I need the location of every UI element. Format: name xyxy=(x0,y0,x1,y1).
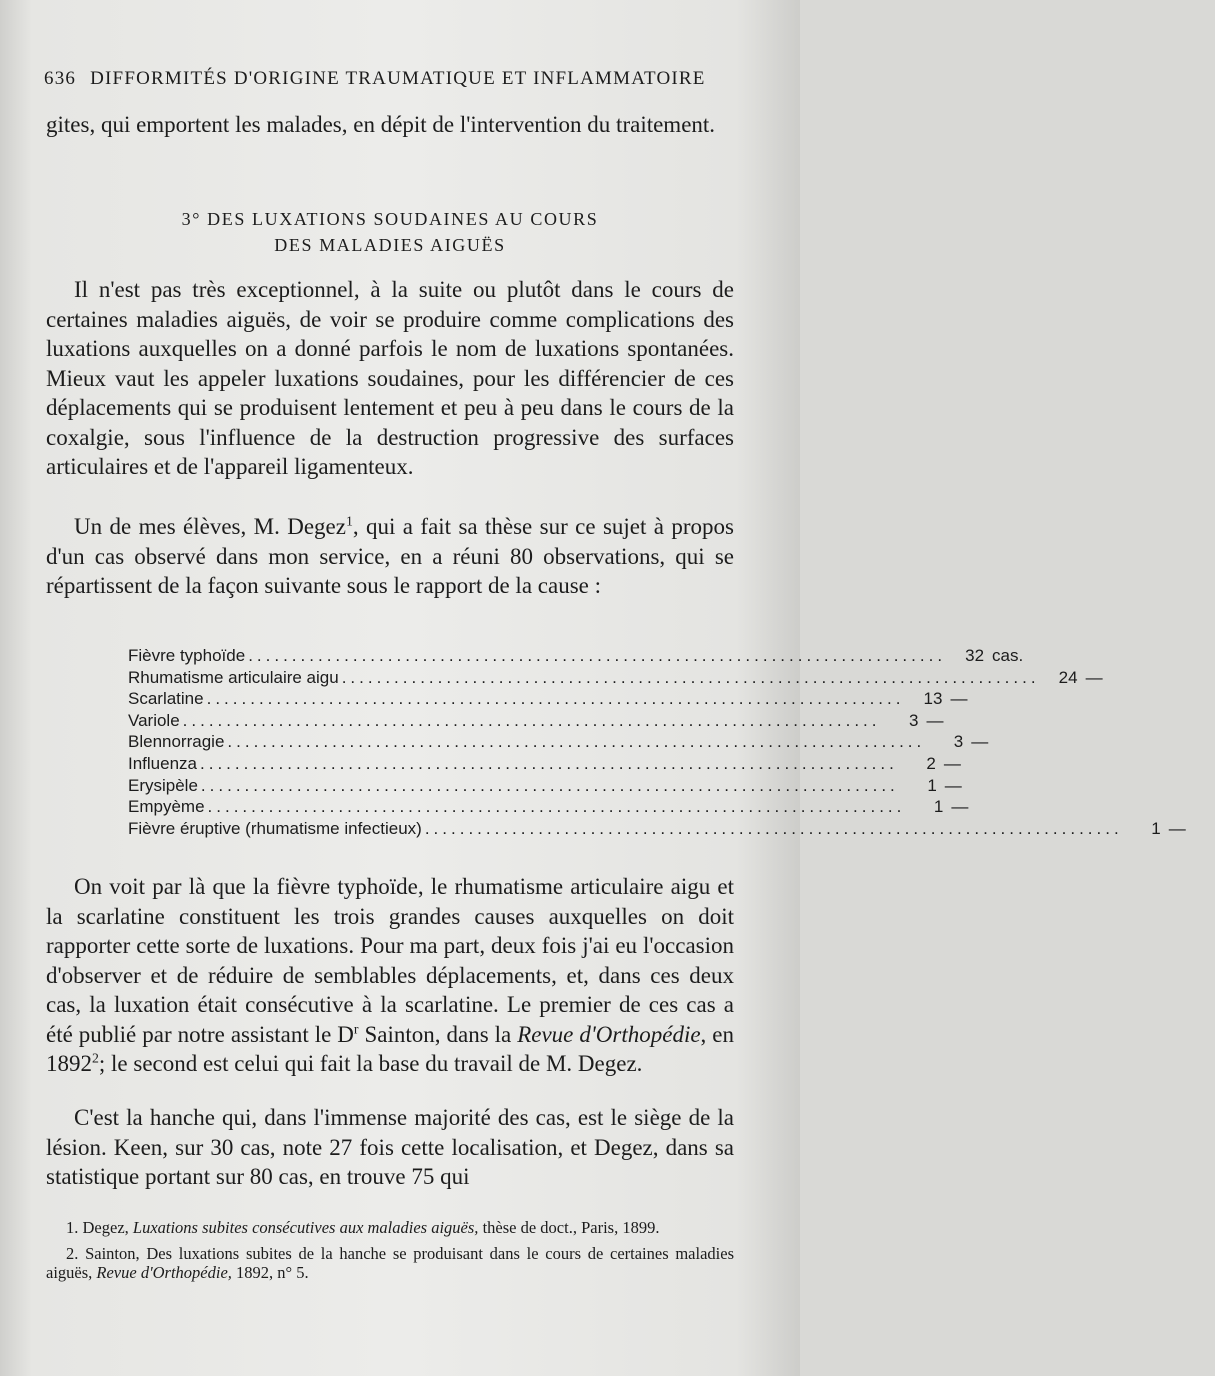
cause-unit: — xyxy=(926,710,944,730)
running-head xyxy=(44,68,744,90)
footnote-2 xyxy=(46,1244,734,1282)
cause-row xyxy=(128,645,1024,667)
section-title-line-1: DES LUXATIONS SOUDAINES AU COURS xyxy=(207,209,599,229)
cause-unit: — xyxy=(1085,667,1103,687)
paragraph-intro: Il n'est pas très exceptionnel, à la suite ou plutôt dans le cours de certaines maladies aiguës, de voir se produire comme complications des luxations auxquelles on a donné parfois le nom de luxations spontanées. Mieux vaut les appeler luxations soudaines, pour les différencier de ces déplacements qui se produisent lentement et peu à peu dans le cours de la coxalgie, sous l'influence de la destruction progressive des surfaces articulaires et de l'appareil ligamenteux. xyxy=(46,277,734,479)
footnote-details: thèse de doct., Paris, 1899. xyxy=(482,1218,660,1237)
cause-name: Fièvre éruptive (rhumatisme infectieux) xyxy=(128,818,422,838)
cause-count: 3 xyxy=(909,710,919,730)
cause-name: Scarlatine xyxy=(128,689,204,709)
cause-row xyxy=(128,796,969,818)
cause-unit: — xyxy=(1168,818,1186,838)
footnote-ref-2: 2 xyxy=(92,1050,99,1066)
leader-dots: ................................................................................ xyxy=(227,732,926,752)
cause-count: 24 xyxy=(1058,667,1078,687)
leader-dots: ................................................................................ xyxy=(206,689,905,709)
paragraph-conclusion xyxy=(46,872,734,1079)
cause-unit: cas. xyxy=(992,646,1024,665)
cause-name: Empyème xyxy=(128,797,205,817)
journal-title: Revue d'Orthopédie xyxy=(517,1021,701,1047)
page-number: 636 xyxy=(44,68,77,89)
cause-name: Fièvre typhoïde xyxy=(128,646,246,665)
section-heading-line-1 xyxy=(46,206,734,232)
leader-dots: ................................................................................ xyxy=(200,753,898,773)
leader-dots: ................................................................................ xyxy=(200,775,899,795)
cause-count: 1 xyxy=(1151,818,1161,838)
leader-dots: ................................................................................ xyxy=(248,646,947,665)
cause-row xyxy=(128,753,961,775)
cause-unit: — xyxy=(943,753,961,773)
cause-count: 1 xyxy=(927,775,937,795)
cause-name: Erysipèle xyxy=(128,775,198,795)
footnote-details: 1892, n° 5. xyxy=(236,1263,309,1282)
cause-count: 1 xyxy=(933,797,944,817)
cause-name: Rhumatisme articulaire aigu xyxy=(128,667,339,687)
cause-count: 3 xyxy=(953,732,964,752)
paragraph-conclusion-part-4: ; le second est celui qui fait la base du travail de M. Degez. xyxy=(98,1051,643,1076)
cause-row xyxy=(128,688,968,710)
footnote-ref-1: 1 xyxy=(345,513,353,529)
cause-count: 2 xyxy=(926,753,936,773)
paragraph-conclusion-part-3: , en 1892 xyxy=(46,1021,734,1076)
cause-unit: — xyxy=(944,775,962,795)
paragraph-degez xyxy=(46,512,734,601)
leader-dots: ................................................................................ xyxy=(207,797,906,817)
cause-row xyxy=(128,710,944,732)
cause-name: Variole xyxy=(128,710,180,730)
cause-row xyxy=(128,818,1186,840)
section-number: 3° xyxy=(181,209,202,229)
footnote-work-title: Luxations subites consécutives aux maladies aiguës, xyxy=(132,1218,479,1237)
footnote-number: 1. xyxy=(66,1218,79,1237)
footnotes xyxy=(46,1218,734,1289)
cause-unit: — xyxy=(950,689,968,709)
leader-dots: ................................................................................ xyxy=(341,667,1040,687)
paragraph-conclusion-part-1: On voit par là que la fièvre typhoïde, le rhumatisme articulaire aigu et la scarlatine constituent les trois grandes causes auxquelles on doit rapporter cette sorte de luxations. Pour ma part, deux fois j'ai eu l'occasion d'observer et de réduire de semblables déplacements, et, dans ces deux cas, la luxation était consécutive à la scarlatine. Le premier de ces cas a été publié par notre assistant le D xyxy=(46,874,734,1047)
footnote-work-title: Des luxations subites de la hanche se produisant dans le cours de certaines maladies aiguës, xyxy=(46,1244,734,1282)
cause-unit: — xyxy=(951,797,969,817)
section-title-line-2: DES MALADIES AIGUËS xyxy=(274,235,506,255)
paragraph-continued: gites, qui emportent les malades, en dépit de l'intervention du traitement. xyxy=(46,112,716,137)
footnote-author: Degez, xyxy=(82,1218,129,1237)
paragraph-conclusion-part-2: Sainton, dans la xyxy=(358,1021,518,1047)
cause-count: 32 xyxy=(965,646,985,665)
paragraph-degez-start: Un de mes élèves, M. Degez xyxy=(74,514,346,539)
cause-unit: — xyxy=(971,732,989,752)
footnote-journal: Revue d'Orthopédie, xyxy=(96,1263,232,1282)
paragraph-degez-end: , qui a fait sa thèse sur ce sujet à propos d'un cas observé dans mon service, en a réuni 80 observations, qui se répartissent de la façon suivante sous le rapport de la cause : xyxy=(46,514,734,598)
paragraph-hip: C'est la hanche qui, dans l'immense majorité des cas, est le siège de la lésion. Keen, sur 30 cas, note 27 fois cette localisation, et Degez, dans sa statistique portant sur 80 cas, en trouve 75 qui xyxy=(46,1105,734,1189)
section-heading xyxy=(46,206,734,258)
cause-row xyxy=(128,775,962,797)
cause-row xyxy=(128,731,989,753)
doctor-abbrev-sup: r xyxy=(353,1020,359,1036)
cause-row xyxy=(128,667,1103,689)
causes-list xyxy=(128,645,1186,839)
leader-dots: ................................................................................ xyxy=(182,710,881,730)
cause-count: 13 xyxy=(923,689,943,709)
leader-dots: ................................................................................ xyxy=(424,818,1123,838)
footnote-1 xyxy=(46,1218,734,1237)
running-title: DIFFORMITÉS D'ORIGINE TRAUMATIQUE ET INFLAMMATOIRE xyxy=(90,68,706,89)
cause-name: Blennorragie xyxy=(128,732,225,752)
footnote-number: 2. xyxy=(66,1244,79,1263)
footnote-author: Sainton, xyxy=(85,1244,140,1263)
cause-name: Influenza xyxy=(128,753,197,773)
